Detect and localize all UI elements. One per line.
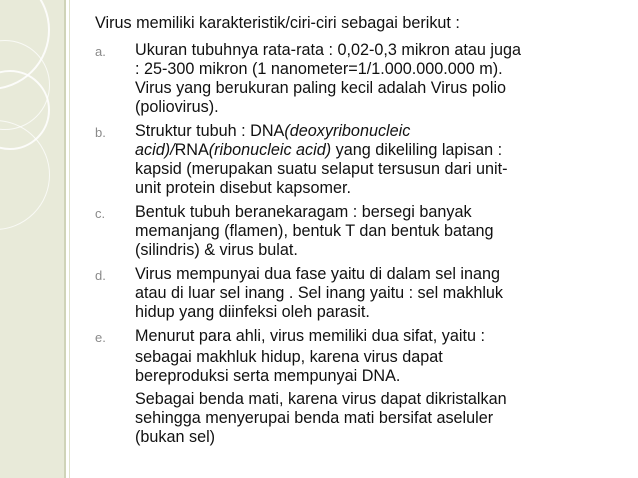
item-line: (poliovirus). (135, 98, 219, 116)
item-text: RNA (174, 141, 209, 159)
item-line: (bukan sel) (135, 428, 216, 446)
item-line (135, 141, 615, 160)
list-item-a (95, 41, 615, 117)
item-line: unit protein disebut kapsomer. (135, 179, 351, 197)
list-marker: b. (95, 125, 106, 140)
list-marker: d. (95, 268, 106, 283)
band-divider (64, 0, 66, 478)
item-line: Sebagai benda mati, karena virus dapat dikristalkan (135, 390, 507, 408)
list-marker: e. (95, 330, 106, 345)
list-marker: c. (95, 206, 106, 221)
item-line: bereproduksi serta mempunyai DNA. (135, 367, 401, 385)
item-line: sebagai makhluk hidup, karena virus dapat (135, 348, 443, 366)
band-divider (69, 0, 70, 478)
item-text-italic: acid)/ (135, 141, 175, 159)
slide-body (95, 10, 615, 452)
item-line: atau di luar sel inang . Sel inang yaitu : sel makhluk (135, 284, 504, 302)
item-text: yang dikeliling lapisan : (331, 141, 503, 159)
item-line: (silindris) & virus bulat. (135, 241, 298, 259)
item-text-italic: (deoxyribonucleic (284, 122, 411, 140)
intro-text: Virus memiliki karakteristik/ciri-ciri sebagai berikut : (95, 14, 460, 32)
item-line: kapsid (merupakan suatu selaput tersusun dari unit- (135, 160, 508, 178)
item-line: Bentuk tubuh beranekaragam : bersegi banyak (135, 203, 472, 221)
item-line: memanjang (flamen), bentuk T dan bentuk batang (135, 222, 494, 240)
list-item-e (95, 327, 615, 447)
list-item-c (95, 203, 615, 260)
item-line: sehingga menyerupai benda mati bersifat aseluler (135, 409, 494, 427)
sub-paragraph (135, 390, 615, 447)
item-text: Struktur tubuh : DNA (135, 122, 285, 140)
list-marker: a. (95, 44, 106, 59)
item-line: Ukuran tubuhnya rata-rata : 0,02-0,3 mikron atau juga (135, 41, 522, 59)
sub-paragraph (135, 348, 615, 386)
list-item-d (95, 265, 615, 322)
item-line: Virus yang berukuran paling kecil adalah Virus polio (135, 79, 507, 97)
list-item-b (95, 122, 615, 198)
decorative-circle (0, 120, 50, 230)
item-line: hidup yang diinfeksi oleh parasit. (135, 303, 370, 321)
item-line: Menurut para ahli, virus memiliki dua sifat, yaitu : (135, 327, 485, 345)
item-line (135, 122, 615, 141)
item-line: : 25-300 mikron (1 nanometer=1/1.000.000.000 m). (135, 60, 503, 78)
decorative-side-band (0, 0, 64, 478)
item-line: Virus mempunyai dua fase yaitu di dalam sel inang (135, 265, 501, 283)
item-text-italic: (ribonucleic acid) (208, 141, 332, 159)
